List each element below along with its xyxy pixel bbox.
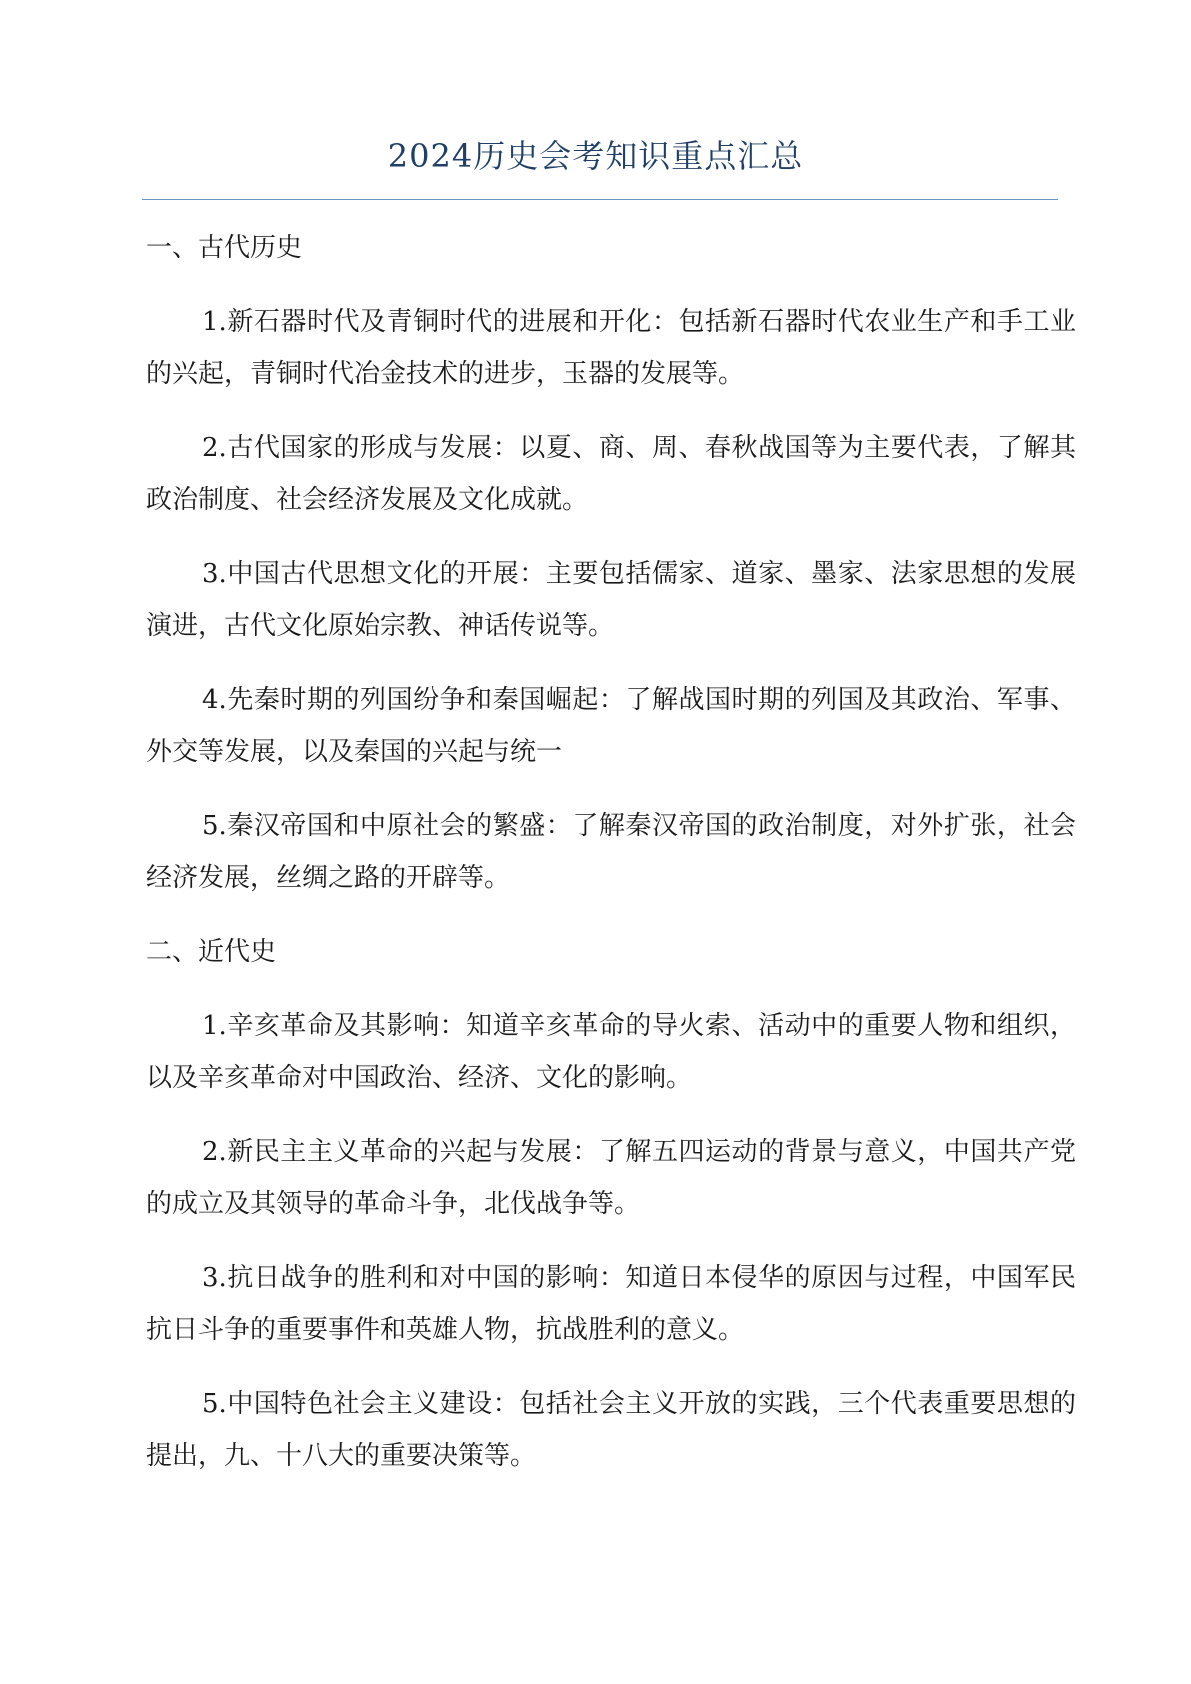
section-heading: 二、近代史 — [146, 937, 277, 967]
document-body — [146, 222, 1076, 1504]
list-item: 1.辛亥革命及其影响：知道辛亥革命的导火索、活动中的重要人物和组织，以及辛亥革命对中国政治、经济、文化的影响。 — [146, 1011, 1076, 1093]
list-item: 5.中国特色社会主义建设：包括社会主义开放的实践，三个代表重要思想的提出，九、十八大的重要决策等。 — [146, 1389, 1076, 1471]
list-item: 3.中国古代思想文化的开展：主要包括儒家、道家、墨家、法家思想的发展演进，古代文化原始宗教、神话传说等。 — [146, 559, 1076, 641]
list-item: 4.先秦时期的列国纷争和秦国崛起：了解战国时期的列国及其政治、军事、外交等发展，以及秦国的兴起与统一 — [146, 685, 1076, 767]
section-modern-history — [146, 926, 1076, 1482]
title-divider — [142, 199, 1058, 200]
list-item: 2.新民主主义革命的兴起与发展：了解五四运动的背景与意义，中国共产党的成立及其领导的革命斗争，北伐战争等。 — [146, 1137, 1076, 1219]
list-item: 1.新石器时代及青铜时代的进展和开化：包括新石器时代农业生产和手工业的兴起，青铜时代冶金技术的进步，玉器的发展等。 — [146, 307, 1076, 389]
section-ancient-history — [146, 222, 1076, 904]
list-item: 5.秦汉帝国和中原社会的繁盛：了解秦汉帝国的政治制度，对外扩张，社会经济发展，丝绸之路的开辟等。 — [146, 811, 1076, 893]
list-item: 2.古代国家的形成与发展：以夏、商、周、春秋战国等为主要代表，了解其政治制度、社会经济发展及文化成就。 — [146, 433, 1076, 515]
section-heading: 一、古代历史 — [146, 233, 303, 263]
document-title: 2024历史会考知识重点汇总 — [387, 137, 804, 175]
list-item: 3.抗日战争的胜利和对中国的影响：知道日本侵华的原因与过程，中国军民抗日斗争的重要事件和英雄人物，抗战胜利的意义。 — [146, 1263, 1076, 1345]
